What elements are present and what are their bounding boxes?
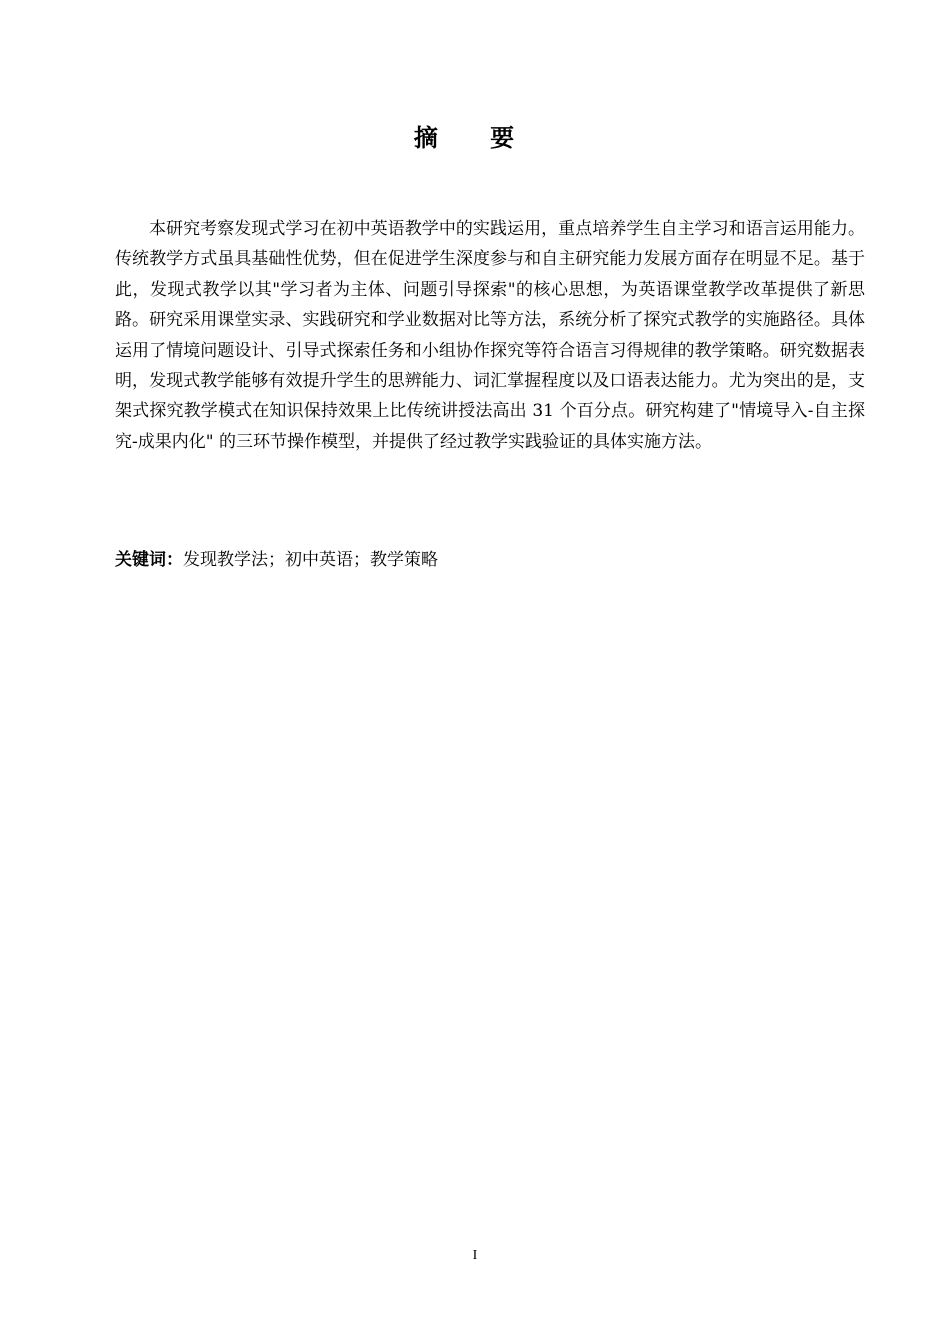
page-title: 摘 要 (413, 124, 537, 152)
keywords-line (115, 545, 865, 575)
page-number: I (472, 1248, 478, 1263)
abstract-paragraph: 本研究考察发现式学习在初中英语教学中的实践运用，重点培养学生自主学习和语言运用能力。传统教学方式虽具基础性优势，但在促进学生深度参与和自主研究能力发展方面存在明显不足。基于此，发现式教学以其"学习者为主体、问题引导探索"的核心思想，为英语课堂教学改革提供了新思路。研究采用课堂实录、实践研究和学业数据对比等方法，系统分析了探究式教学的实施路径。具体运用了情境问题设计、引导式探索任务和小组协作探究等符合语言习得规律的教学策略。研究数据表明，发现式教学能够有效提升学生的思辨能力、词汇掌握程度以及口语表达能力。尤为突出的是，支架式探究教学模式在知识保持效果上比传统讲授法高出 31 个百分点。研究构建了"情境导入-自主探究-成果内化" 的三环节操作模型，并提供了经过教学实践验证的具体实施方法。 (115, 219, 865, 452)
keywords-label: 关键词： (115, 550, 183, 570)
keywords-text: 发现教学法；初中英语；教学策略 (183, 550, 438, 570)
